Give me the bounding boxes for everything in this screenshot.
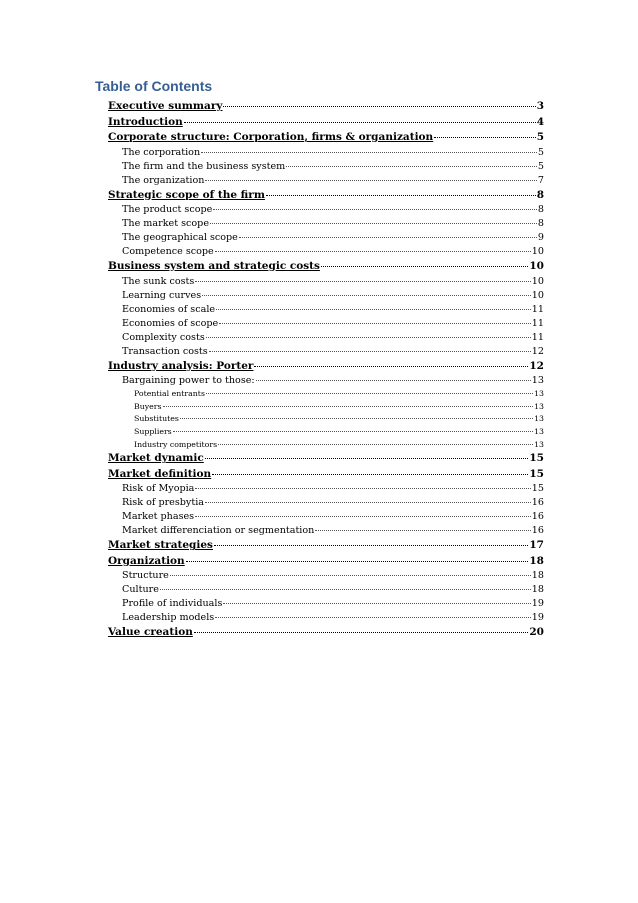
- toc-page-number: 11: [531, 331, 544, 343]
- toc-page-number: 16: [531, 497, 544, 509]
- dot-leader: [195, 516, 531, 517]
- toc-page-number: 11: [531, 317, 544, 329]
- dot-leader: [218, 444, 533, 445]
- dot-leader: [195, 488, 530, 489]
- toc-page-number: 18: [531, 584, 544, 596]
- dot-leader: [434, 137, 535, 138]
- toc-entry-label: Market dynamic: [108, 452, 204, 465]
- toc-subsubentry[interactable]: [108, 439, 544, 452]
- toc-page-number: 20: [529, 626, 544, 639]
- toc-page-number: 18: [531, 570, 544, 582]
- toc-page-number: 10: [531, 275, 544, 287]
- toc-entry-label: Structure: [122, 570, 169, 582]
- dot-leader: [180, 418, 533, 419]
- dot-leader: [213, 209, 537, 210]
- toc-title: Table of Contents: [95, 78, 213, 94]
- toc-entry-label: Industry analysis: Porter: [108, 359, 254, 372]
- toc-page-number: 15: [529, 467, 544, 480]
- toc-page-number: 17: [529, 539, 544, 552]
- toc-page-number: 7: [537, 174, 544, 186]
- toc-subentry[interactable]: [108, 146, 544, 160]
- dot-leader: [163, 406, 534, 407]
- dot-leader: [201, 152, 537, 153]
- toc-entry-label: Strategic scope of the firm: [108, 188, 265, 201]
- toc-entry-label: Competence scope: [122, 246, 214, 257]
- toc-page-number: 15: [529, 452, 544, 465]
- toc-entry-label: The sunk costs: [122, 275, 195, 287]
- toc-page-number: 8: [537, 218, 544, 229]
- toc-subentry[interactable]: [108, 231, 544, 245]
- toc-subentry[interactable]: [108, 496, 544, 510]
- toc-subentry[interactable]: [108, 275, 544, 289]
- toc-subentry[interactable]: [108, 331, 544, 345]
- toc-subentry[interactable]: [108, 611, 544, 625]
- toc-entry[interactable]: [108, 359, 544, 375]
- dot-leader: [223, 106, 535, 107]
- dot-leader: [194, 632, 529, 633]
- toc-page-number: 13: [534, 427, 544, 437]
- toc-page-number: 19: [531, 612, 544, 624]
- toc-subsubentry[interactable]: [108, 426, 544, 439]
- toc-entry-label: Potential entrants: [134, 389, 205, 398]
- toc-page-number: 13: [534, 414, 544, 424]
- dot-leader: [216, 309, 531, 310]
- toc-entry[interactable]: [108, 554, 544, 570]
- toc-page-number: 12: [529, 359, 544, 372]
- toc-entry-label: Executive summary: [108, 100, 223, 112]
- toc-page-number: 12: [531, 345, 544, 357]
- dot-leader: [266, 195, 536, 196]
- toc-subentry[interactable]: [108, 303, 544, 317]
- toc-entry[interactable]: [108, 188, 544, 204]
- toc-entry[interactable]: [108, 451, 544, 467]
- dot-leader: [195, 281, 530, 282]
- toc-subsubentry[interactable]: [108, 413, 544, 426]
- dot-leader: [315, 530, 530, 531]
- dot-leader: [184, 122, 536, 123]
- toc-subentry[interactable]: [108, 245, 544, 259]
- toc-subentry[interactable]: [108, 482, 544, 496]
- toc-page-number: 13: [531, 375, 544, 386]
- toc-page-number: 8: [536, 188, 544, 201]
- dot-leader: [209, 351, 531, 352]
- toc-page-number: 5: [536, 131, 544, 143]
- toc-entry-label: Bargaining power to those:: [122, 375, 255, 386]
- dot-leader: [239, 237, 537, 238]
- dot-leader: [256, 380, 531, 381]
- toc-subentry[interactable]: [108, 317, 544, 331]
- toc-subentry[interactable]: [108, 217, 544, 231]
- dot-leader: [210, 223, 537, 224]
- toc-entry[interactable]: [108, 115, 544, 131]
- toc-page-number: 13: [534, 389, 544, 398]
- toc-entry-label: Transaction costs: [122, 345, 208, 357]
- dot-leader: [215, 251, 531, 252]
- toc-entry-label: The market scope: [122, 218, 209, 229]
- toc-entry-label: Substitutes: [134, 414, 179, 424]
- toc-page-number: 19: [531, 598, 544, 610]
- toc-subentry[interactable]: [108, 510, 544, 524]
- toc-page-number: 10: [529, 260, 544, 272]
- toc-page-number: 13: [534, 439, 544, 449]
- dot-leader: [202, 295, 531, 296]
- toc-page-number: 18: [529, 554, 544, 567]
- toc-page-number: 15: [531, 483, 544, 495]
- dot-leader: [206, 337, 531, 338]
- toc-entry-label: The corporation: [122, 146, 201, 158]
- dot-leader: [186, 561, 529, 562]
- dot-leader: [212, 474, 528, 475]
- toc-entry-label: The firm and the business system: [122, 160, 286, 172]
- toc-page-number: 10: [531, 289, 544, 301]
- toc-entry-label: The geographical scope: [122, 232, 238, 243]
- dot-leader: [286, 166, 537, 167]
- dot-leader: [223, 603, 530, 604]
- toc-page-number: 11: [531, 303, 544, 315]
- toc-page-number: 5: [537, 146, 544, 158]
- dot-leader: [205, 502, 531, 503]
- toc-page-number: 8: [537, 204, 544, 215]
- toc-entry-label: Business system and strategic costs: [108, 260, 320, 272]
- toc-entry[interactable]: [108, 538, 544, 554]
- toc-page-number: 4: [536, 115, 544, 128]
- toc-page-number: 5: [537, 160, 544, 172]
- toc-entry-label: Complexity costs: [122, 331, 205, 343]
- dot-leader: [170, 575, 531, 576]
- dot-leader: [205, 180, 536, 181]
- toc-subentry[interactable]: [108, 160, 544, 174]
- toc-entry-label: Value creation: [108, 626, 193, 639]
- toc-entry[interactable]: [108, 130, 544, 146]
- toc-entry[interactable]: [108, 99, 544, 115]
- toc-entry-label: Market differenciation or segmentation: [122, 525, 315, 537]
- toc-subentry[interactable]: [108, 203, 544, 217]
- toc-entry-label: Industry competitors: [134, 439, 218, 449]
- toc-entry-label: Organization: [108, 554, 185, 567]
- toc-subentry[interactable]: [108, 345, 544, 359]
- toc-entry-label: The organization: [122, 174, 205, 186]
- toc-entry[interactable]: [108, 467, 544, 483]
- toc-subentry[interactable]: [108, 524, 544, 538]
- toc-subsubentry[interactable]: [108, 388, 544, 401]
- toc-subentry[interactable]: [108, 289, 544, 303]
- toc-subentry[interactable]: [108, 569, 544, 583]
- toc-subentry[interactable]: [108, 374, 544, 388]
- toc-entry-label: Market strategies: [108, 539, 213, 552]
- table-of-contents: [108, 99, 544, 641]
- toc-subsubentry[interactable]: [108, 401, 544, 414]
- toc-subentry[interactable]: [108, 583, 544, 597]
- toc-entry-label: Corporate structure: Corporation, firms & organization: [108, 131, 434, 143]
- toc-entry-label: Profile of individuals: [122, 598, 223, 610]
- toc-page-number: 3: [536, 100, 544, 112]
- toc-entry-label: Market phases: [122, 511, 195, 523]
- toc-page-number: 13: [534, 401, 544, 411]
- dot-leader: [205, 458, 529, 459]
- toc-entry[interactable]: [108, 259, 544, 275]
- dot-leader: [214, 545, 528, 546]
- toc-entry-label: Introduction: [108, 115, 183, 128]
- toc-entry-label: Leadership models: [122, 612, 215, 624]
- toc-entry-label: Buyers: [134, 401, 162, 411]
- toc-entry-label: Suppliers: [134, 427, 172, 437]
- dot-leader: [321, 266, 528, 267]
- toc-entry-label: Risk of Myopia: [122, 483, 195, 495]
- toc-page-number: 16: [531, 525, 544, 537]
- toc-entry-label: The product scope: [122, 204, 213, 215]
- dot-leader: [254, 366, 528, 367]
- dot-leader: [215, 617, 531, 618]
- toc-entry-label: Culture: [122, 584, 159, 596]
- dot-leader: [160, 589, 531, 590]
- toc-subentry[interactable]: [108, 174, 544, 188]
- dot-leader: [219, 323, 531, 324]
- toc-page-number: 16: [531, 511, 544, 523]
- toc-entry[interactable]: [108, 625, 544, 641]
- toc-page-number: 10: [531, 246, 544, 257]
- toc-entry-label: Economies of scope: [122, 317, 219, 329]
- toc-entry-label: Economies of scale: [122, 303, 216, 315]
- toc-entry-label: Market definition: [108, 467, 212, 480]
- toc-page-number: 9: [537, 232, 544, 243]
- toc-subentry[interactable]: [108, 597, 544, 611]
- dot-leader: [206, 393, 533, 394]
- toc-entry-label: Risk of presbytia: [122, 497, 204, 509]
- dot-leader: [173, 431, 533, 432]
- toc-entry-label: Learning curves: [122, 289, 202, 301]
